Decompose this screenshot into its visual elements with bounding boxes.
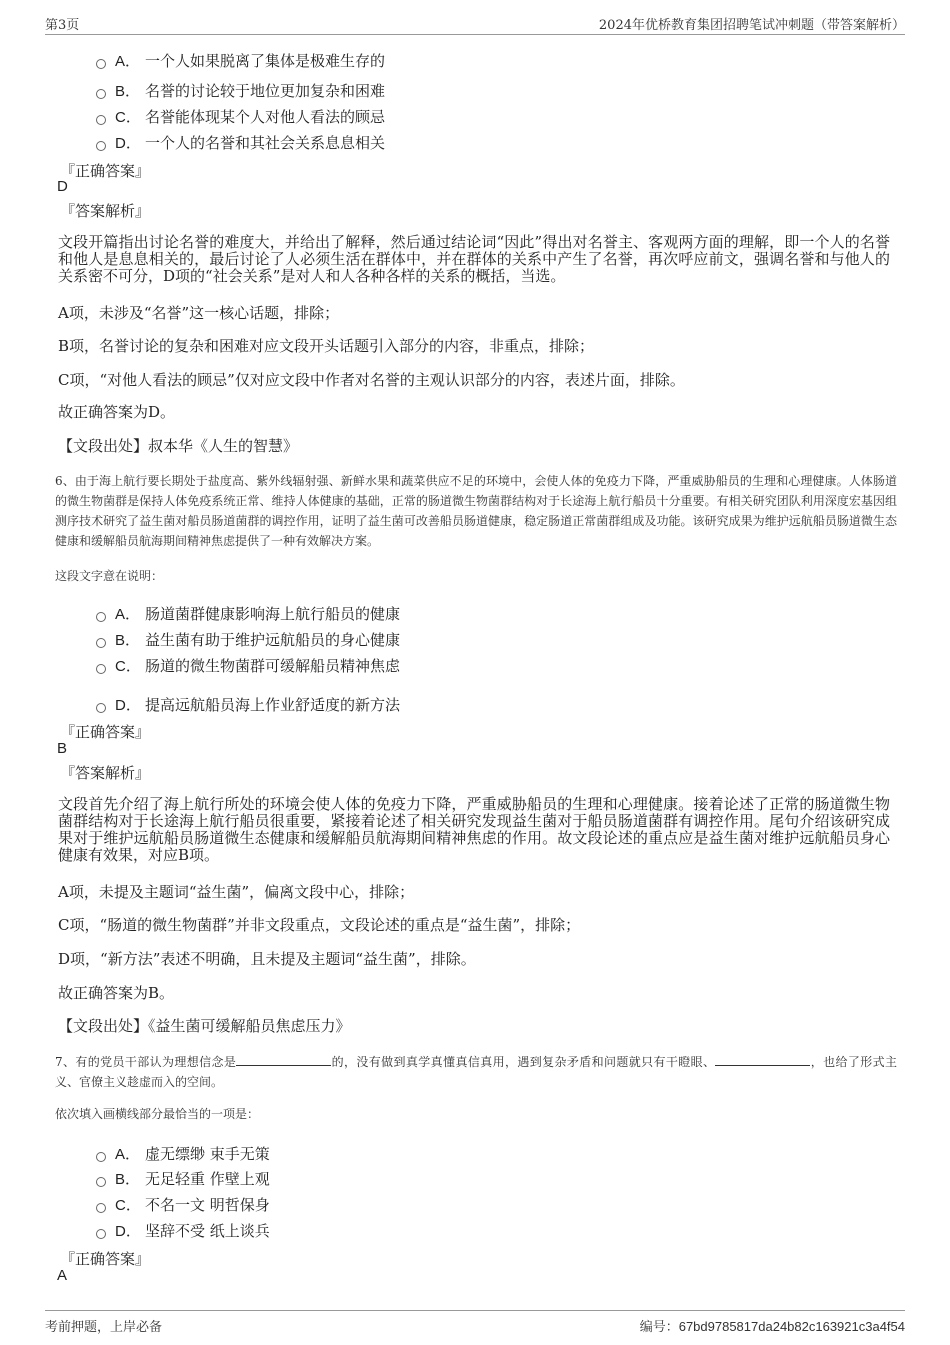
- fill-blank-1[interactable]: [236, 1053, 331, 1066]
- q7-option-c[interactable]: C． 不名一文 明哲保身: [96, 1194, 270, 1215]
- q6-source: 【文段出处】《益生菌可缓解船员焦虑压力》: [58, 1017, 351, 1035]
- q6-stem: 6、由于海上航行要长期处于盐度高、紫外线辐射强、新鲜水果和蔬菜供应不足的环境中，会使人体的免疫力下降，严重威胁船员的生理和心理健康。人体肠道的微生物菌群是保持人体免疫系统正常、维持人体健康的基础，正常的肠道微生物菌群结构对于长途海上航行船员十分重要。有相关研究团队利用深度宏基因组测序技术研究了益生菌对船员肠道菌群的调控作用，证明了益生菌可改善船员肠道健康，稳定肠道正常菌群组成及功能。该研究成果为维护远航船员肠道微生态健康和缓解船员航海期间精神焦虑提供了一种有效解决方案。: [55, 474, 897, 548]
- q6-item-d: D项，“新方法”表述不明确，且未提及主题词“益生菌”，排除。: [58, 950, 476, 968]
- q5-option-c[interactable]: C． 名誉能体现某个人对他人看法的顾忌: [96, 106, 385, 127]
- radio-icon[interactable]: [96, 59, 106, 69]
- radio-icon[interactable]: [96, 89, 106, 99]
- q6-analysis-label: 『答案解析』: [60, 764, 151, 782]
- fill-blank-2[interactable]: [715, 1053, 810, 1066]
- q7-answer-label: 『正确答案』: [60, 1250, 151, 1268]
- q5-conclusion: 故正确答案为D。: [58, 403, 176, 421]
- q5-option-a[interactable]: A． 一个人如果脱离了集体是极难生存的: [96, 50, 385, 71]
- q6-item-c: C项，“肠道的微生物菌群”并非文段重点，文段论述的重点是“益生菌”，排除；: [58, 916, 581, 934]
- q5-option-d[interactable]: D． 一个人的名誉和其社会关系息息相关: [96, 132, 385, 153]
- q7-question: 依次填入画横线部分最恰当的一项是：: [55, 1107, 260, 1121]
- q7-option-a[interactable]: A． 虚无缥缈 束手无策: [96, 1143, 270, 1164]
- q5-analysis: 文段开篇指出讨论名誉的难度大，并给出了解释，然后通过结论词“因此”得出对名誉主、客观两方面的理解，即一个人的名誉和他人是息息相关的，最后讨论了人必须生活在群体中，并在群体的关系中产生了名誉，再次呼应前文，强调名誉和与他人的关系密不可分，D项的“社会关系”是对人和人各种各样的关系的概括，当选。: [58, 233, 890, 285]
- radio-icon[interactable]: [96, 1229, 106, 1239]
- page-number: 第3页: [45, 18, 80, 33]
- radio-icon[interactable]: [96, 638, 106, 648]
- q7-option-b[interactable]: B． 无足轻重 作壁上观: [96, 1168, 270, 1189]
- q6-answer: B: [57, 740, 68, 757]
- q7-option-d[interactable]: D． 坚辞不受 纸上谈兵: [96, 1220, 270, 1241]
- q5-answer: D: [57, 178, 68, 195]
- radio-icon[interactable]: [96, 612, 106, 622]
- q6-option-b[interactable]: B． 益生菌有助于维护远航船员的身心健康: [96, 629, 400, 650]
- q6-item-a: A项，未提及主题词“益生菌”，偏离文段中心，排除；: [58, 883, 415, 901]
- q5-item-c: C项，“对他人看法的顾忌”仅对应文段中作者对名誉的主观认识部分的内容，表述片面，排除。: [58, 371, 685, 389]
- q6-question: 这段文字意在说明：: [55, 569, 164, 583]
- page-header: [45, 12, 905, 35]
- radio-icon[interactable]: [96, 664, 106, 674]
- radio-icon[interactable]: [96, 1203, 106, 1213]
- q6-answer-label: 『正确答案』: [60, 723, 151, 741]
- q6-analysis: 文段首先介绍了海上航行所处的环境会使人体的免疫力下降，严重威胁船员的生理和心理健康。接着论述了正常的肠道微生物菌群结构对于长途海上航行船员很重要，紧接着论述了相关研究发现益生菌对于船员肠道菌群有调控作用。尾句介绍该研究成果对于维护远航船员肠道微生态健康和缓解船员航海期间精神焦虑的作用。故文段论述的重点应是益生菌对维护远航船员身心健康有效果，对应B项。: [58, 795, 890, 864]
- q7-stem: 7、有的党员干部认为理想信念是 的，没有做到真学真懂真信真用，遇到复杂矛盾和问题就只有干瞪眼、 ，也给了形式主义、官僚主义趁虚而入的空间。: [55, 1055, 897, 1089]
- page-footer: [45, 1310, 905, 1335]
- radio-icon[interactable]: [96, 1152, 106, 1162]
- document-code: 编号：67bd9785817da24b82c163921c3a4f54: [639, 1319, 905, 1334]
- q6-option-a[interactable]: A． 肠道菌群健康影响海上航行船员的健康: [96, 603, 400, 624]
- radio-icon[interactable]: [96, 141, 106, 151]
- q5-item-b: B项，名誉讨论的复杂和困难对应文段开头话题引入部分的内容，非重点，排除；: [58, 337, 595, 355]
- q5-analysis-label: 『答案解析』: [60, 202, 151, 220]
- document-title: 2024年优桥教育集团招聘笔试冲刺题（带答案解析）: [598, 18, 905, 33]
- radio-icon[interactable]: [96, 115, 106, 125]
- q6-option-d[interactable]: D． 提高远航船员海上作业舒适度的新方法: [96, 694, 400, 715]
- q7-answer: A: [57, 1267, 68, 1284]
- q5-option-b[interactable]: B． 名誉的讨论较于地位更加复杂和困难: [96, 80, 385, 101]
- footer-slogan: 考前押题，上岸必备: [45, 1320, 163, 1335]
- q6-conclusion: 故正确答案为B。: [58, 984, 175, 1002]
- radio-icon[interactable]: [96, 1177, 106, 1187]
- q5-answer-label: 『正确答案』: [60, 162, 151, 180]
- q5-item-a: A项，未涉及“名誉”这一核心话题，排除；: [58, 304, 340, 322]
- radio-icon[interactable]: [96, 703, 106, 713]
- q6-option-c[interactable]: C． 肠道的微生物菌群可缓解船员精神焦虑: [96, 655, 400, 676]
- q5-source: 【文段出处】叔本华《人生的智慧》: [58, 437, 299, 455]
